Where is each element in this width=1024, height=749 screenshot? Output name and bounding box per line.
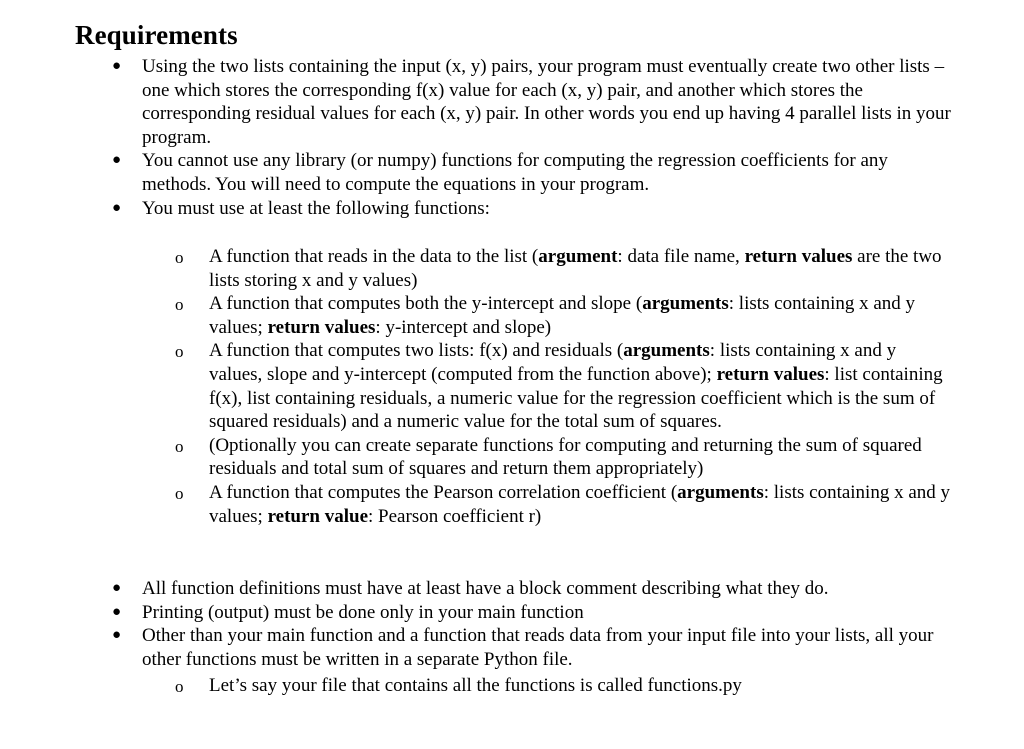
sub-item-text: A function that computes two lists: f(x) and residuals (arguments: lists containing x and y values, slope and y-intercept (computed from the function above); return values: list containing f(x), list containing residuals, a numeric value for the regression coefficient which is the sum of squared residuals) and a numeric value for the total sum of squares. — [209, 340, 943, 433]
bullet-icon: ● — [112, 199, 122, 216]
list-item — [0, 149, 1024, 196]
requirements-list-top — [0, 55, 1024, 220]
sub-list-item — [0, 481, 1024, 528]
circle-bullet-icon: o — [175, 342, 184, 362]
sub-list-item — [0, 245, 1024, 292]
list-item — [0, 624, 1024, 671]
list-item-text: You cannot use any library (or numpy) functions for computing the regression coefficients for any methods. You will need to compute the equations in your program. — [142, 150, 888, 195]
circle-bullet-icon: o — [175, 295, 184, 315]
sub-list-item — [0, 674, 1024, 698]
bullet-icon: ● — [112, 580, 122, 596]
bullet-icon: ● — [112, 603, 122, 620]
list-item-text: Other than your main function and a function that reads data from your input file into your lists, all your other functions must be written in a separate Python file. — [142, 625, 934, 670]
sub-item-text: A function that reads in the data to the list (argument: data file name, return values are the two lists storing x and y values) — [209, 246, 942, 291]
circle-bullet-icon: o — [175, 248, 184, 267]
bullet-icon: ● — [112, 627, 122, 644]
circle-bullet-icon: o — [175, 436, 184, 456]
sub-item-text: A function that computes both the y-intercept and slope (arguments: lists containing x and y values; return values: y-intercept and slope) — [209, 293, 916, 338]
list-item-text: You must use at least the following functions: — [142, 197, 490, 219]
sub-item-text: Let’s say your file that contains all the functions is called functions.py — [209, 675, 742, 696]
final-sub-list — [0, 674, 1024, 698]
list-item — [0, 601, 1024, 625]
function-list — [0, 245, 1024, 528]
sub-item-text: A function that computes the Pearson correlation coefficient (arguments: lists containing x and y values; return value: Pearson coefficient r) — [209, 481, 951, 527]
sub-list-item — [0, 339, 1024, 433]
sub-item-text: (Optionally you can create separate functions for computing and returning the sum of squared residuals and total sum of squares and return them appropriately) — [209, 434, 922, 480]
sub-list-item — [0, 292, 1024, 339]
page-title: Requirements — [75, 20, 238, 50]
sub-list-item — [0, 434, 1024, 481]
requirements-list-bottom — [0, 577, 1024, 671]
circle-bullet-icon: o — [175, 483, 184, 503]
list-item — [0, 55, 1024, 149]
circle-bullet-icon: o — [175, 677, 184, 696]
list-item-text: Using the two lists containing the input (x, y) pairs, your program must eventually create two other lists – one which stores the corresponding f(x) value for each (x, y) pair, and another which stores the corresponding residual values for each (x, y) pair. In other words you end up having 4 parallel lists in your program. — [142, 56, 951, 148]
list-item-text: Printing (output) must be done only in your main function — [142, 601, 584, 623]
bullet-icon: ● — [112, 152, 122, 169]
list-item — [0, 197, 1024, 221]
bullet-icon: ● — [112, 58, 122, 74]
list-item — [0, 577, 1024, 601]
list-item-text: All function definitions must have at least have a block comment describing what they do. — [142, 578, 829, 599]
